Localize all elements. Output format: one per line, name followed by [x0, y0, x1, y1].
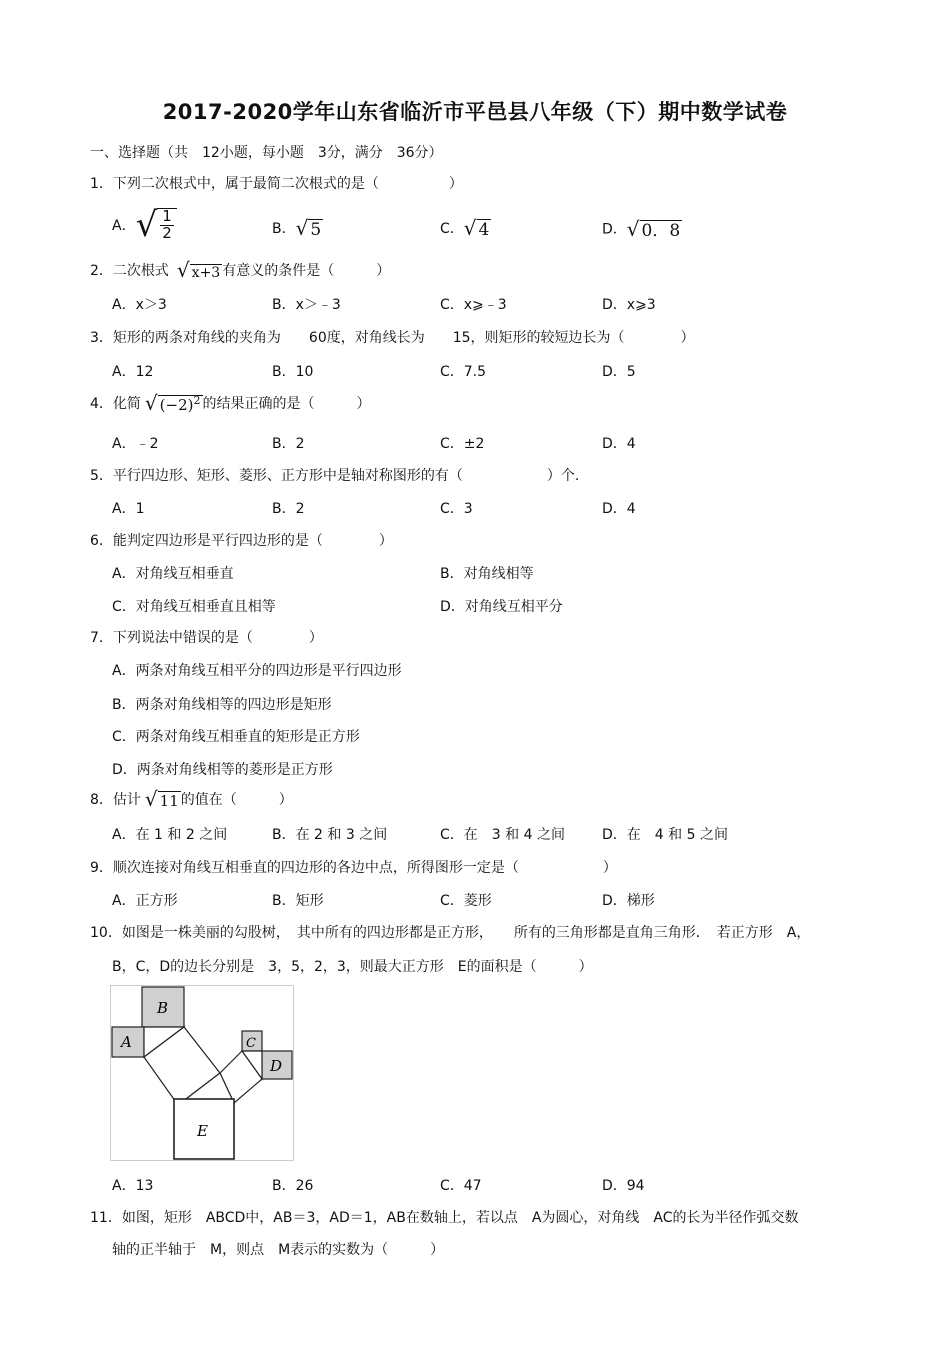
question-3-option-d: D．5 [602, 364, 636, 380]
question-5-stem: 5．平行四边形、矩形、菱形、正方形中是轴对称图形的有（ ）个. [90, 468, 580, 484]
label-c: C [246, 1036, 256, 1051]
question-6-option-d: D．对角线互相平分 [440, 599, 563, 615]
question-4-option-c: C．±2 [440, 436, 485, 452]
question-5-option-c: C．3 [440, 501, 473, 517]
pythagoras-tree-figure [110, 985, 294, 1161]
question-5-option-d: D．4 [602, 501, 636, 517]
question-10-option-a: A．13 [112, 1178, 154, 1194]
question-5-option-a: A．1 [112, 501, 145, 517]
label-e: E [197, 1122, 208, 1140]
label-d: D [270, 1057, 283, 1075]
question-4-option-d: D．4 [602, 436, 636, 452]
question-9-option-c: C．菱形 [440, 893, 492, 909]
question-5-option-b: B．2 [272, 501, 305, 517]
section-heading: 一、选择题（共 12小题，每小题 3分，满分 36分） [90, 145, 443, 161]
question-6-option-a: A．对角线互相垂直 [112, 566, 234, 582]
question-9-option-a: A．正方形 [112, 893, 178, 909]
question-3-option-b: B．10 [272, 364, 314, 380]
question-7-option-c: C．两条对角线互相垂直的矩形是正方形 [112, 729, 360, 745]
question-10-stem-line1: 10．如图是一株美丽的勾股树， 其中所有的四边形都是正方形， 所有的三角形都是直角三角形． 若正方形 A， [90, 925, 811, 941]
question-2-option-c: C．x⩾﹣3 [440, 297, 507, 313]
question-6-stem: 6．能判定四边形是平行四边形的是（ ） [90, 533, 393, 549]
question-4-option-b: B．2 [272, 436, 305, 452]
question-11-stem-line2: 轴的正半轴于 M，则点 M表示的实数为（ ） [112, 1242, 445, 1258]
question-6-option-c: C．对角线互相垂直且相等 [112, 599, 276, 615]
question-8-stem: 8．估计 √ 11 的值在（ ） [90, 787, 293, 811]
question-9-option-b: B．矩形 [272, 893, 324, 909]
question-9-stem: 9．顺次连接对角线互相垂直的四边形的各边中点，所得图形一定是（ ） [90, 860, 617, 876]
question-1-option-b: B．√ 5 [272, 216, 322, 240]
question-2-option-a: A．x＞3 [112, 297, 167, 313]
question-2-option-d: D．x⩾3 [602, 297, 656, 313]
label-a: A [121, 1033, 132, 1051]
question-3-stem: 3．矩形的两条对角线的夹角为 60度，对角线长为 15，则矩形的较短边长为（ ） [90, 330, 695, 346]
question-1-option-d: D．√ 0．8 [602, 217, 681, 241]
page-title: 2017-2020学年山东省临沂市平邑县八年级（下）期中数学试卷 [162, 100, 788, 124]
question-4-option-a: A．﹣2 [112, 436, 159, 452]
question-11-stem-line1: 11．如图，矩形 ABCD中，AB＝3，AD＝1，AB在数轴上，若以点 A为圆心，对角线 AC的长为半径作弧交数 [90, 1210, 799, 1226]
question-7-option-d: D．两条对角线相等的菱形是正方形 [112, 762, 333, 778]
question-10-stem-line2: B，C，D的边长分别是 3，5，2，3，则最大正方形 E的面积是（ ） [112, 959, 593, 975]
question-1-option-a: A．√ $\frac{1}{2}$ [112, 205, 177, 245]
question-3-option-c: C．7.5 [440, 364, 487, 380]
question-1-stem: 1．下列二次根式中，属于最简二次根式的是（ ） [90, 176, 463, 192]
label-b: B [157, 999, 169, 1017]
question-4-stem: 4．化简 √ $(-2)^2$ 的结果正确的是（ ） [90, 391, 371, 415]
question-8-option-a: A．在 1 和 2 之间 [112, 827, 228, 843]
question-9-option-d: D．梯形 [602, 893, 655, 909]
question-2-option-b: B．x＞﹣3 [272, 297, 341, 313]
question-7-option-b: B．两条对角线相等的四边形是矩形 [112, 697, 332, 713]
question-10-option-d: D．94 [602, 1178, 645, 1194]
question-8-option-c: C．在 3 和 4 之间 [440, 827, 565, 843]
question-6-option-b: B．对角线相等 [440, 566, 534, 582]
question-1-option-c: C．√ 4 [440, 216, 490, 240]
question-3-option-a: A．12 [112, 364, 154, 380]
question-10-option-b: B．26 [272, 1178, 314, 1194]
question-10-option-c: C．47 [440, 1178, 482, 1194]
question-8-option-b: B．在 2 和 3 之间 [272, 827, 388, 843]
question-7-stem: 7．下列说法中错误的是（ ） [90, 630, 323, 646]
question-2-stem: 2．二次根式 √ x+3 有意义的条件是（ ） [90, 258, 391, 282]
question-7-option-a: A．两条对角线互相平分的四边形是平行四边形 [112, 663, 402, 679]
question-8-option-d: D．在 4 和 5 之间 [602, 827, 728, 843]
